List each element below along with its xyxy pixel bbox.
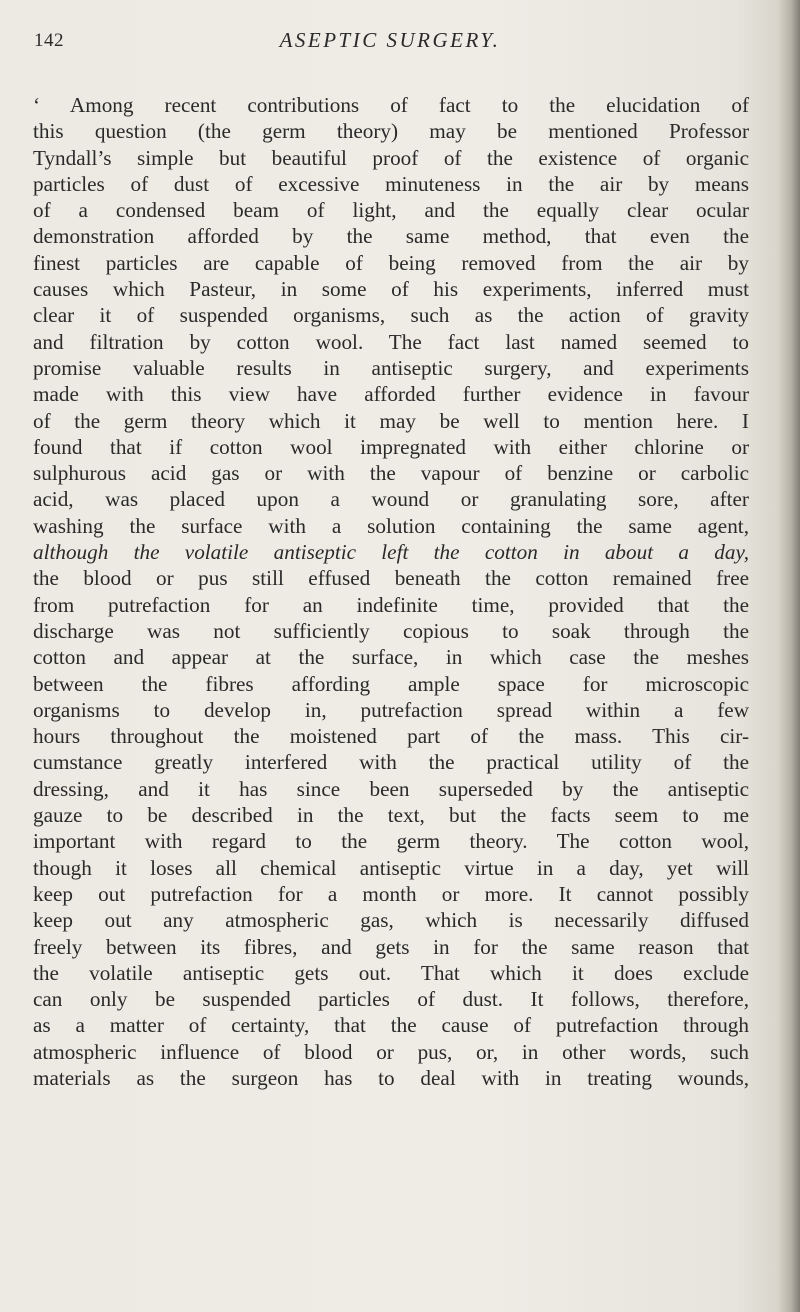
text-line: this question (the germ theory) may be mentioned Professor bbox=[33, 119, 749, 144]
text-line: keep out putrefaction for a month or more. It cannot possibly bbox=[33, 881, 749, 906]
footnote-text bbox=[33, 92, 749, 1091]
text-line: demonstration afforded by the same method, that even the bbox=[33, 224, 749, 249]
text-line: washing the surface with a solution containing the same agent, bbox=[33, 513, 749, 538]
text-line: organisms to develop in, putrefaction spread within a few bbox=[33, 697, 749, 722]
text-line: promise valuable results in antiseptic surgery, and experiments bbox=[33, 355, 749, 380]
text-line: of the germ theory which it may be well to mention here. I bbox=[33, 408, 749, 433]
page-number: 142 bbox=[34, 30, 64, 51]
text-line: though it loses all chemical antiseptic virtue in a day, yet will bbox=[33, 855, 749, 880]
page-edge-shadow bbox=[778, 0, 800, 1312]
text-line: atmospheric influence of blood or pus, or, in other words, such bbox=[33, 1039, 749, 1064]
text-line: clear it of suspended organisms, such as the action of gravity bbox=[33, 303, 749, 328]
italic-text-line: although the volatile antiseptic left the cotton in about a day, bbox=[33, 540, 749, 565]
text-line: as a matter of certainty, that the cause of putrefaction through bbox=[33, 1013, 749, 1038]
text-line: the volatile antiseptic gets out. That which it does exclude bbox=[33, 960, 749, 985]
text-line: gauze to be described in the text, but the facts seem to me bbox=[33, 803, 749, 828]
text-line: freely between its fibres, and gets in for the same reason that bbox=[33, 934, 749, 959]
text-line: dressing, and it has since been superseded by the antiseptic bbox=[33, 776, 749, 801]
text-line: hours throughout the moistened part of the mass. This cir- bbox=[33, 724, 749, 749]
text-line: of a condensed beam of light, and the equally clear ocular bbox=[33, 198, 749, 223]
text-line: finest particles are capable of being removed from the air by bbox=[33, 250, 749, 275]
text-line: from putrefaction for an indefinite time, provided that the bbox=[33, 592, 749, 617]
text-line: the blood or pus still effused beneath the cotton remained free bbox=[33, 566, 749, 591]
text-line: discharge was not sufficiently copious to soak through the bbox=[33, 618, 749, 643]
text-line: materials as the surgeon has to deal with in treating wounds, bbox=[33, 1065, 749, 1090]
text-line: between the fibres affording ample space for microscopic bbox=[33, 671, 749, 696]
text-line: ‘ Among recent contributions of fact to the elucidation of bbox=[33, 93, 749, 117]
text-line: cotton and appear at the surface, in which case the meshes bbox=[33, 645, 749, 670]
text-line: and filtration by cotton wool. The fact last named seemed to bbox=[33, 329, 749, 354]
text-line: Tyndall’s simple but beautiful proof of the existence of organic bbox=[33, 145, 749, 170]
text-line: made with this view have afforded further evidence in favour bbox=[33, 382, 749, 407]
text-line: sulphurous acid gas or with the vapour of benzine or carbolic bbox=[33, 461, 749, 486]
text-line: cumstance greatly interfered with the practical utility of the bbox=[33, 750, 749, 775]
text-line: important with regard to the germ theory. The cotton wool, bbox=[33, 829, 749, 854]
text-line: acid, was placed upon a wound or granulating sore, after bbox=[33, 487, 749, 512]
text-line: particles of dust of excessive minuteness in the air by means bbox=[33, 171, 749, 196]
running-head bbox=[34, 12, 746, 52]
text-line: can only be suspended particles of dust. It follows, therefore, bbox=[33, 987, 749, 1012]
text-line: keep out any atmospheric gas, which is necessarily diffused bbox=[33, 908, 749, 933]
text-line: found that if cotton wool impregnated with either chlorine or bbox=[33, 434, 749, 459]
running-title: ASEPTIC SURGERY. bbox=[279, 28, 501, 52]
text-line: causes which Pasteur, in some of his experiments, inferred must bbox=[33, 277, 749, 302]
